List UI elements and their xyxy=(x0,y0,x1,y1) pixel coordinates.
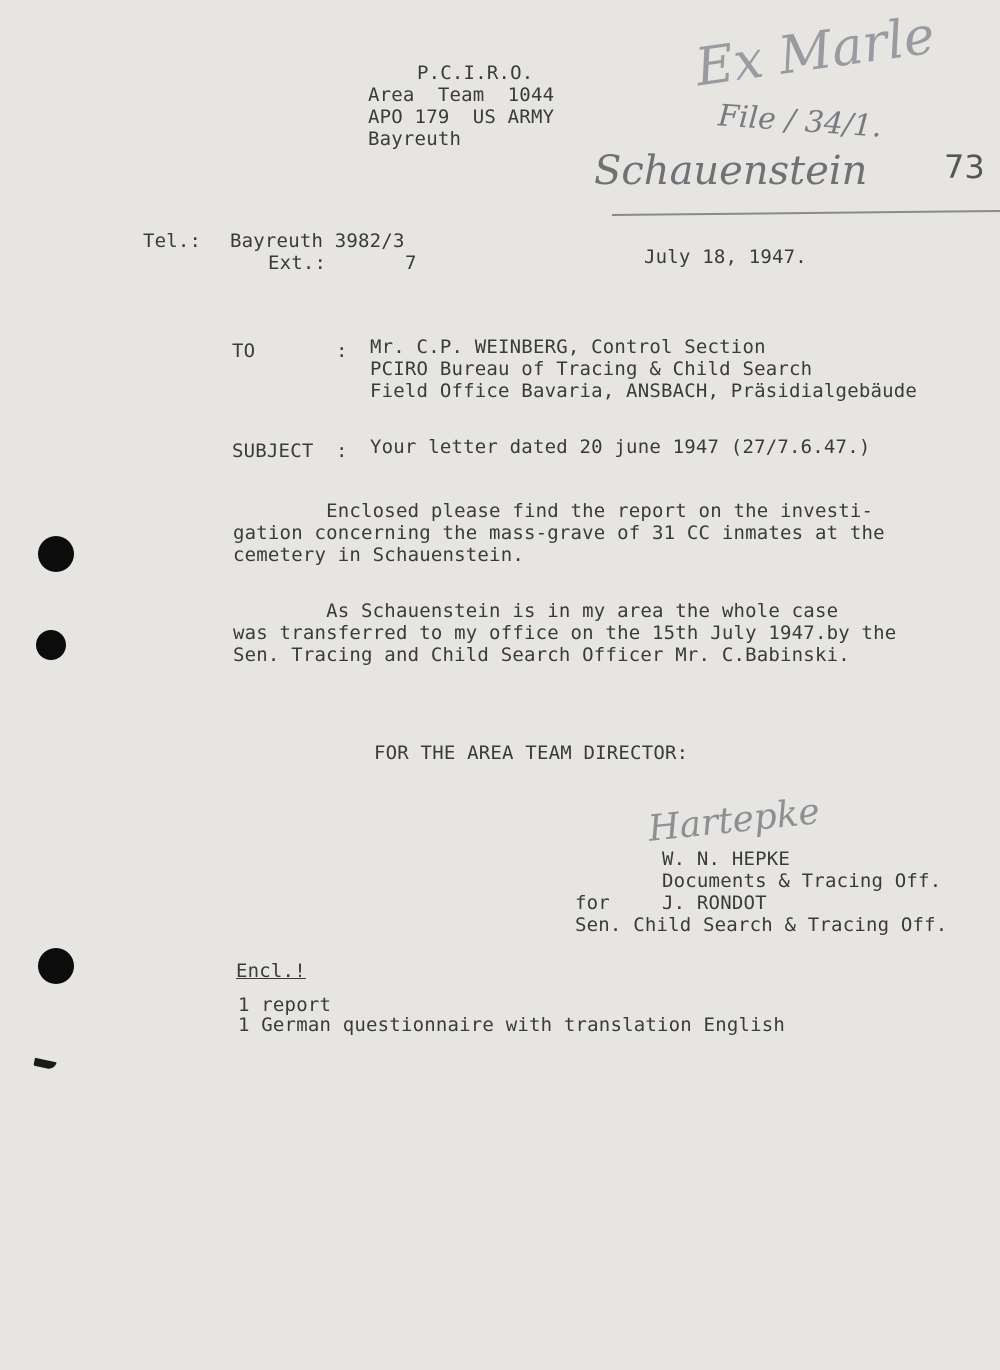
punch-hole-top xyxy=(38,536,74,572)
handwritten-underline xyxy=(612,210,1000,216)
enclosures-label: Encl.! xyxy=(236,960,306,982)
signatory-name: W. N. HEPKE xyxy=(662,848,791,870)
letterhead-org: P.C.I.R.O. xyxy=(417,62,534,84)
body-line: cemetery in Schauenstein. xyxy=(233,544,524,566)
handwritten-file-ref: File / 34/1. xyxy=(716,98,883,145)
body-line: Enclosed please find the report on the investi- xyxy=(233,500,874,522)
subject-text: Your letter dated 20 june 1947 (27/7.6.47.) xyxy=(370,436,871,458)
extension-label: Ext.: xyxy=(268,252,327,274)
extension-value: 7 xyxy=(405,252,417,274)
punch-hole-bottom xyxy=(38,948,74,984)
subject-label: SUBJECT xyxy=(232,440,314,462)
addressee-line: Mr. C.P. WEINBERG, Control Section xyxy=(370,336,766,358)
for-label: for xyxy=(575,892,610,914)
handwritten-page-number: 73 xyxy=(944,148,985,186)
handwritten-note-top: Ex Marle xyxy=(691,5,939,99)
body-line: Sen. Tracing and Child Search Officer Mr. C.Babinski. xyxy=(233,644,850,666)
handwritten-place: Schauenstein xyxy=(594,148,868,194)
addressee-line: Field Office Bavaria, ANSBACH, Präsidialgebäude xyxy=(370,380,918,402)
telephone-label: Tel.: xyxy=(143,230,202,252)
to-label: TO xyxy=(232,340,256,362)
closing-line: FOR THE AREA TEAM DIRECTOR: xyxy=(374,742,689,764)
subject-separator: : xyxy=(336,440,348,462)
punch-hole-middle xyxy=(36,630,66,660)
letterhead-apo: APO 179 US ARMY xyxy=(368,106,555,128)
enclosure-item: 1 report xyxy=(238,994,332,1016)
body-line: was transferred to my office on the 15th July 1947.by the xyxy=(233,622,897,644)
letter-date: July 18, 1947. xyxy=(644,246,807,268)
principal-name: J. RONDOT xyxy=(662,892,767,914)
letterhead-city: Bayreuth xyxy=(368,128,462,150)
paper-mark xyxy=(33,1058,56,1070)
addressee-line: PCIRO Bureau of Tracing & Child Search xyxy=(370,358,813,380)
body-line: gation concerning the mass-grave of 31 CC inmates at the xyxy=(233,522,885,544)
signatory-title: Documents & Tracing Off. xyxy=(662,870,942,892)
letterhead-team: Area Team 1044 xyxy=(368,84,555,106)
to-separator: : xyxy=(336,340,348,362)
body-line: As Schauenstein is in my area the whole case xyxy=(233,600,839,622)
principal-title: Sen. Child Search & Tracing Off. xyxy=(575,914,948,936)
enclosure-item: 1 German questionnaire with translation English xyxy=(238,1014,786,1036)
telephone-value: Bayreuth 3982/3 xyxy=(230,230,405,252)
signature-scribble: Hartepke xyxy=(646,791,822,850)
